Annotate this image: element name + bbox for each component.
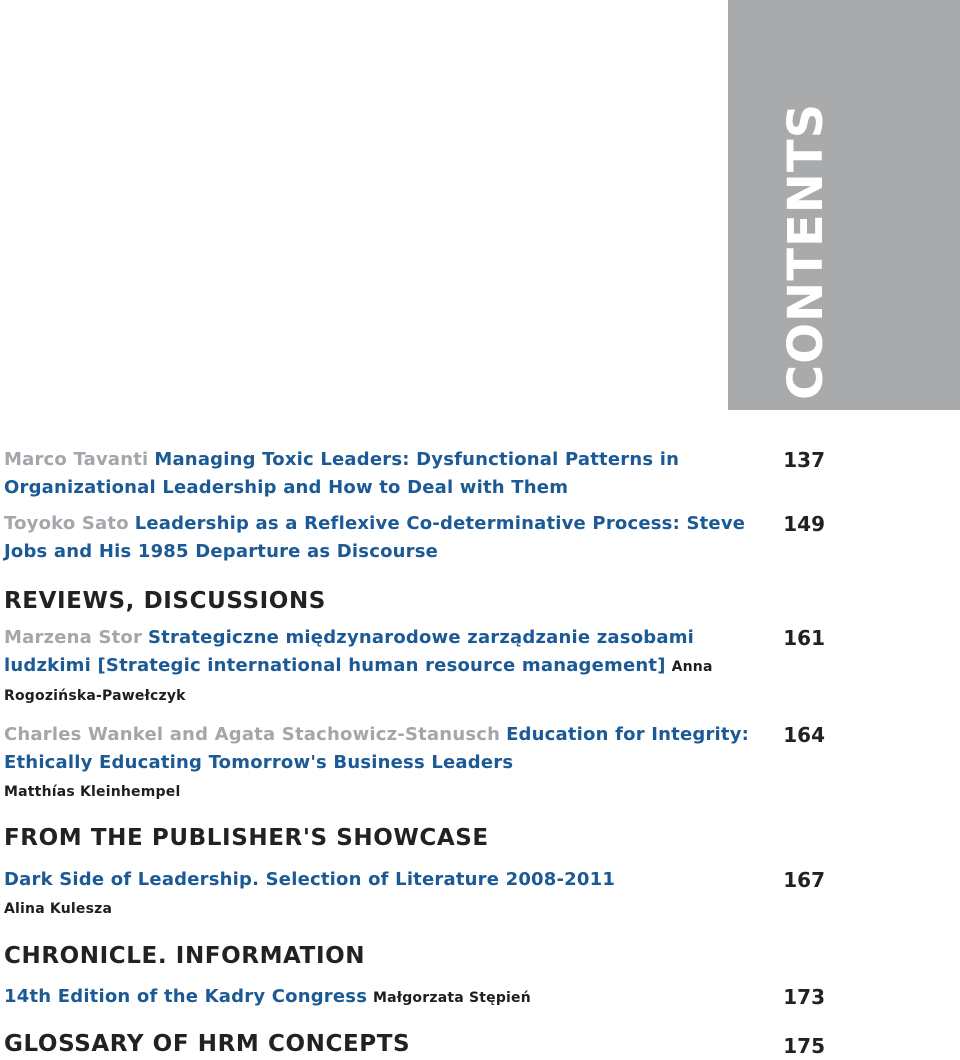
entry-author: Charles Wankel and Agata Stachowicz-Stanusch <box>4 724 501 745</box>
entry-reviewer: Małgorzata Stępień <box>373 990 531 1006</box>
entry-title[interactable]: Managing Toxic Leaders: Dysfunctional Patterns in Organizational Leadership and How to Deal with Them <box>4 449 680 498</box>
entry-title[interactable]: Education for Integrity: Ethically Educating Tomorrow's Business Leaders <box>4 724 750 773</box>
contents-title: CONTENTS <box>778 102 834 400</box>
page-number[interactable]: 167 <box>783 868 825 892</box>
section-heading-reviews: REVIEWS, DISCUSSIONS <box>4 588 326 614</box>
entry-title[interactable]: 14th Edition of the Kadry Congress <box>4 986 368 1007</box>
entry-reviewer: Alina Kulesza <box>4 901 113 917</box>
page-number[interactable]: 175 <box>783 1034 825 1058</box>
entry-title[interactable]: Dark Side of Leadership. Selection of Literature 2008-2011 <box>4 869 616 890</box>
page-number[interactable]: 137 <box>783 448 825 472</box>
entry-author: Toyoko Sato <box>4 513 129 534</box>
toc-entry-tavanti[interactable] <box>4 446 764 502</box>
entry-reviewer: Matthías Kleinhempel <box>4 784 181 800</box>
section-heading-showcase: FROM THE PUBLISHER'S SHOWCASE <box>4 825 489 851</box>
toc-entry-kadry[interactable] <box>4 983 764 1012</box>
entry-author: Marzena Stor <box>4 627 143 648</box>
toc-entry-stor[interactable] <box>4 624 764 710</box>
section-heading-chronicle: CHRONICLE. INFORMATION <box>4 943 366 969</box>
toc-entry-dark-side[interactable] <box>4 866 764 924</box>
entry-author: Marco Tavanti <box>4 449 149 470</box>
page-number[interactable]: 149 <box>783 512 825 536</box>
entry-title[interactable]: Leadership as a Reflexive Co-determinative Process: Steve Jobs and His 1985 Departure as Discourse <box>4 513 746 562</box>
page-number[interactable]: 164 <box>783 723 825 747</box>
contents-side-tab <box>728 0 960 410</box>
toc-entry-wankel[interactable] <box>4 721 764 807</box>
toc-entry-sato[interactable] <box>4 510 764 566</box>
page-number[interactable]: 173 <box>783 985 825 1009</box>
entry-title[interactable]: Strategiczne międzynarodowe zarządzanie zasobami ludzkimi [Strategic international human resource management] <box>4 627 695 676</box>
section-heading-glossary[interactable]: GLOSSARY OF HRM CONCEPTS <box>4 1031 411 1057</box>
page-number[interactable]: 161 <box>783 626 825 650</box>
entry-reviewer: Anna Rogozińska-Pawełczyk <box>4 659 713 704</box>
